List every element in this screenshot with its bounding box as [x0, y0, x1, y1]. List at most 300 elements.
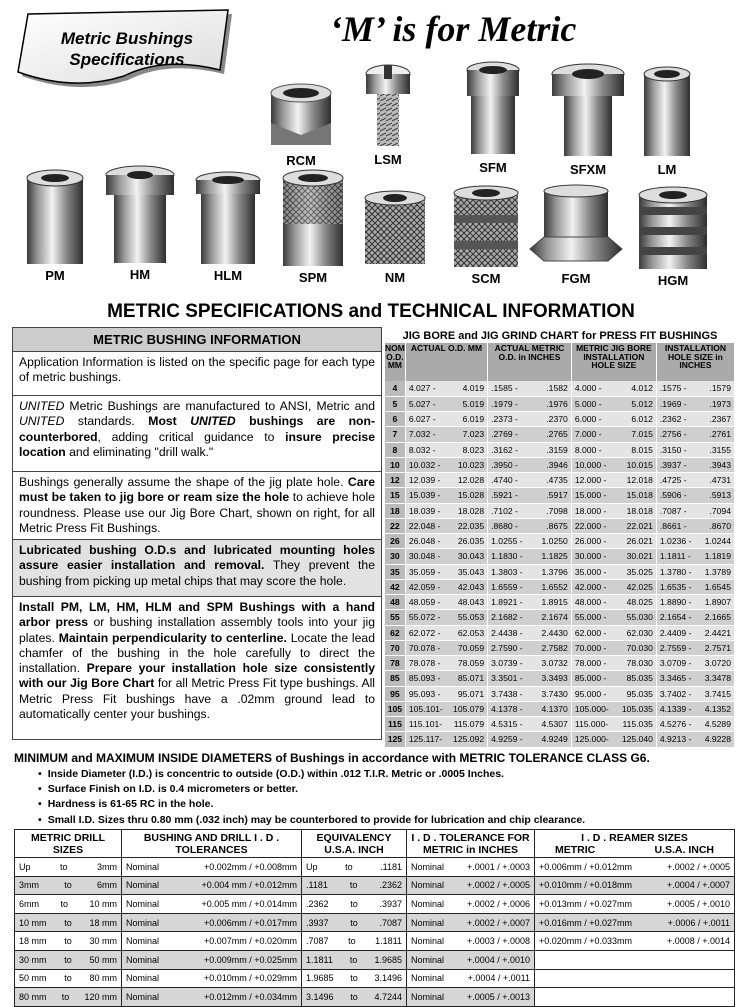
jig-row: [385, 579, 735, 594]
install-hole-cell: [571, 671, 656, 686]
actual-od-cell: [405, 442, 487, 457]
range-high: 4.9249: [541, 734, 568, 745]
range-low: 1.8921 -: [491, 597, 523, 608]
jig-row: [385, 396, 735, 411]
range-low: .1979 -: [491, 398, 518, 409]
id-tolerance-cell: Nominal +.0004 / +.0010: [407, 950, 535, 969]
range-high: .3159: [546, 444, 568, 455]
range-high: 42.043: [457, 581, 485, 592]
range-high: 7.023: [462, 429, 485, 440]
range-low: 4.1378 -: [491, 703, 523, 714]
install-hole-cell: [571, 686, 656, 701]
range-high: .1973: [709, 398, 731, 409]
actual-od-cell: [405, 381, 487, 396]
range-high: 70.059: [457, 642, 485, 653]
range-high: 115.079: [453, 719, 485, 730]
nom-od-cell: 8: [385, 442, 405, 457]
info-paragraph-application: Application Information is listed on the specific page for each type of metric bushings.: [13, 352, 381, 396]
range-high: 70.030: [626, 642, 653, 653]
install-hole-cell: [571, 549, 656, 564]
nom-od-cell: 5: [385, 396, 405, 411]
range-low: 95.000 -: [574, 688, 607, 699]
metric-od-inch-cell: [488, 686, 572, 701]
id-tolerance-cell: Nominal +.0002 / +.0005: [407, 876, 535, 895]
range-low: 8.032 -: [408, 444, 436, 455]
bushing-tolerance-cell: Nominal +0.012mm / +0.034mm: [122, 988, 302, 1007]
jig-row: [385, 717, 735, 732]
range-high: 48.025: [626, 597, 653, 608]
range-low: 3.0709 -: [659, 658, 692, 669]
nom-od-cell: 7: [385, 427, 405, 442]
banner-line-2: Specifications: [69, 50, 185, 69]
metric-od-inch-cell: [488, 625, 572, 640]
sfxm-bushing-icon: [549, 62, 627, 160]
range-high: .3946: [546, 459, 568, 470]
range-low: .8661 -: [659, 520, 687, 531]
range-high: .4731: [709, 475, 731, 486]
range-low: 62.000 -: [574, 627, 607, 638]
bushing-tolerance-cell: Nominal +0.010mm / +0.029mm: [122, 969, 302, 988]
range-low: 70.000 -: [574, 642, 607, 653]
range-high: 6.019: [462, 414, 485, 425]
jig-row: [385, 686, 735, 701]
range-low: 35.000 -: [574, 566, 607, 577]
install-hole-cell: [571, 396, 656, 411]
product-scm: [446, 185, 526, 286]
hole-inch-cell: [656, 686, 734, 701]
hole-inch-cell: [656, 488, 734, 503]
range-low: 2.7559 -: [659, 642, 692, 653]
hole-inch-cell: [656, 732, 734, 747]
range-high: 1.8907: [704, 597, 731, 608]
range-high: 2.7582: [541, 642, 568, 653]
page-title: ‘M’ is for Metric: [330, 9, 577, 49]
product-label-hlm: HLM: [213, 268, 243, 283]
hole-inch-cell: [656, 610, 734, 625]
range-low: 1.3803 -: [491, 566, 523, 577]
range-high: 4.1370: [541, 703, 568, 714]
bushing-tolerance-cell: Nominal +0.004 mm / +0.012mm: [122, 876, 302, 895]
jig-row: [385, 518, 735, 533]
range-low: 55.072 -: [408, 612, 441, 623]
range-high: 12.028: [457, 475, 485, 486]
range-low: 1.6535 -: [659, 581, 692, 592]
range-low: 8.000 -: [574, 444, 602, 455]
hlm-bushing-icon: [193, 170, 263, 266]
reamer-size-cell: +0.013mm / +0.027mm +.0005 / +.0010: [535, 895, 735, 914]
range-low: 2.7590 -: [491, 642, 523, 653]
drill-size-cell: 50 mm to 80 mm: [15, 969, 122, 988]
metric-od-inch-cell: [488, 534, 572, 549]
range-high: 10.015: [626, 459, 653, 470]
hole-inch-cell: [656, 412, 734, 427]
range-high: 1.6545: [704, 581, 731, 592]
metric-od-inch-cell: [488, 518, 572, 533]
jig-row: [385, 488, 735, 503]
range-low: 4.5315 -: [491, 719, 523, 730]
install-hole-cell: [571, 732, 656, 747]
hole-inch-cell: [656, 579, 734, 594]
product-hlm: [193, 170, 263, 283]
range-low: .3937 -: [659, 459, 687, 470]
hole-inch-cell: [656, 564, 734, 579]
range-high: 1.0244: [704, 536, 731, 547]
metric-od-inch-cell: [488, 427, 572, 442]
range-high: .2761: [709, 429, 731, 440]
drill-size-cell: 80 mm to 120 mm: [15, 988, 122, 1007]
fgm-bushing-icon: [526, 185, 626, 269]
range-high: .3943: [709, 459, 731, 470]
reamer-size-cell: [535, 988, 735, 1007]
range-high: 4.5289: [704, 719, 731, 730]
range-high: .3155: [709, 444, 731, 455]
range-high: 78.059: [457, 658, 485, 669]
range-high: .2370: [546, 414, 568, 425]
range-low: 4.027 -: [408, 383, 436, 394]
range-low: 2.1654 -: [659, 612, 692, 623]
range-low: 35.059 -: [408, 566, 441, 577]
metric-od-inch-cell: [488, 396, 572, 411]
range-low: 5.027 -: [408, 398, 436, 409]
range-low: 78.078 -: [408, 658, 441, 669]
hole-inch-cell: [656, 457, 734, 472]
range-low: 2.4409 -: [659, 627, 692, 638]
range-low: 1.0236 -: [659, 536, 692, 547]
actual-od-cell: [405, 396, 487, 411]
range-low: .7087 -: [659, 505, 687, 516]
jig-row: [385, 549, 735, 564]
nm-bushing-icon: [360, 190, 430, 268]
tolerance-row: [15, 950, 735, 969]
jig-row: [385, 732, 735, 747]
range-low: .5921 -: [491, 490, 518, 501]
range-low: .3950 -: [491, 459, 518, 470]
id-tolerance-cell: Nominal +.0001 / +.0003: [407, 858, 535, 877]
install-hole-cell: [571, 427, 656, 442]
nom-od-cell: 18: [385, 503, 405, 518]
range-high: 55.053: [457, 612, 485, 623]
range-high: 35.025: [626, 566, 653, 577]
col-nom-od: NOM O.D. MM: [385, 343, 405, 381]
hole-inch-cell: [656, 427, 734, 442]
equivalency-cell: 1.9685 to 3.1496: [302, 969, 407, 988]
info-paragraph-installation: Install PM, LM, HM, HLM and SPM Bushings with a hand arbor press or bushing installation assembly tools into your jig plates. Maintain perpendicularity to centerline. Locate the lead chamfer of the bushing in the hole carefully to direct the installation. Prepare your installation hole size consistently with our Jig Bore Chart for all Metric Press Fit type bushings. All Metric Press Fit bushings have a .02mm ground lead to automatically center your bushings.: [19, 600, 376, 722]
range-low: 22.000 -: [574, 520, 607, 531]
product-label-hm: HM: [129, 267, 151, 282]
range-high: 125.092: [453, 734, 485, 745]
tolerance-class-heading: MINIMUM and MAXIMUM INSIDE DIAMETERS of Bushings in accordance with METRIC TOLERANCE CLASS G6.: [14, 751, 650, 765]
reamer-size-cell: +0.016mm / +0.027mm +.0006 / +.0011: [535, 913, 735, 932]
product-label-lm: LM: [657, 162, 677, 177]
range-high: 10.023: [457, 459, 485, 470]
range-low: 4.000 -: [574, 383, 602, 394]
actual-od-cell: [405, 457, 487, 472]
range-high: 1.8915: [541, 597, 568, 608]
range-high: 85.035: [626, 673, 653, 684]
range-high: 1.3796: [541, 566, 568, 577]
equivalency-cell: Up to .1181: [302, 858, 407, 877]
info-paragraph-standards: UNITED Metric Bushings are manufactured to ANSI, Metric and UNITED standards. Most UNITED bushings are non-counterbored, adding critical guidance to insure precise location and eliminating "drill walk.": [13, 396, 381, 472]
col-reamer-sizes: I . D . REAMER SIZES METRIC U.S.A. INCH: [535, 830, 735, 858]
range-high: 2.4430: [541, 627, 568, 638]
range-high: 12.018: [626, 475, 653, 486]
jig-row: [385, 595, 735, 610]
range-low: 12.000 -: [574, 475, 607, 486]
hole-inch-cell: [656, 671, 734, 686]
range-low: 7.000 -: [574, 429, 602, 440]
range-low: 6.000 -: [574, 414, 602, 425]
product-sfm: [453, 58, 533, 175]
range-high: 3.7430: [541, 688, 568, 699]
nom-od-cell: 78: [385, 656, 405, 671]
range-high: 15.028: [457, 490, 485, 501]
range-low: 55.000 -: [574, 612, 607, 623]
range-high: 3.3493: [541, 673, 568, 684]
note-item: • Inside Diameter (I.D.) is concentric to outside (O.D.) within .012 T.I.R. Metric or .0005 Inches.: [50, 767, 585, 782]
range-high: 2.7571: [704, 642, 731, 653]
range-low: 7.032 -: [408, 429, 436, 440]
range-low: 62.072 -: [408, 627, 441, 638]
lsm-screw-icon: [362, 62, 414, 150]
jig-row: [385, 473, 735, 488]
reamer-metric-subhead: METRIC: [555, 843, 596, 856]
id-tolerance-cell: Nominal +.0005 / +.0013: [407, 988, 535, 1007]
range-low: 1.6559 -: [491, 581, 523, 592]
install-hole-cell: [571, 518, 656, 533]
scm-bushing-icon: [446, 185, 526, 269]
col-drill-sizes: METRIC DRILL SIZES: [15, 830, 122, 858]
reamer-size-cell: +0.006mm / +0.012mm +.0002 / +.0005: [535, 858, 735, 877]
spm-bushing-icon: [278, 170, 348, 268]
metric-od-inch-cell: [488, 412, 572, 427]
range-low: .8680 -: [491, 520, 518, 531]
range-high: 30.043: [457, 551, 485, 562]
col-bushing-tolerances: BUSHING AND DRILL I . D . TOLERANCES: [122, 830, 302, 858]
range-high: 1.1825: [541, 551, 568, 562]
range-low: 95.093 -: [408, 688, 441, 699]
metric-od-inch-cell: [488, 473, 572, 488]
product-label-scm: SCM: [471, 271, 501, 286]
product-fgm: [526, 185, 626, 286]
product-label-fgm: FGM: [561, 271, 591, 286]
nom-od-cell: 48: [385, 595, 405, 610]
jig-row: [385, 656, 735, 671]
tolerance-row: [15, 913, 735, 932]
jig-row: [385, 701, 735, 716]
metric-od-inch-cell: [488, 640, 572, 655]
product-label-hgm: HGM: [657, 273, 689, 288]
jig-row: [385, 427, 735, 442]
range-low: .2373 -: [491, 414, 518, 425]
actual-od-cell: [405, 717, 487, 732]
pm-bushing-icon: [23, 170, 87, 266]
reamer-size-cell: [535, 969, 735, 988]
nom-od-cell: 115: [385, 717, 405, 732]
hole-inch-cell: [656, 717, 734, 732]
range-high: 8.023: [462, 444, 485, 455]
range-high: 115.035: [622, 719, 653, 730]
product-label-pm: PM: [45, 268, 65, 283]
range-low: 3.7438 -: [491, 688, 523, 699]
banner-line-1: Metric Bushings: [60, 29, 194, 48]
equivalency-cell: .7087 to 1.1811: [302, 932, 407, 951]
hole-inch-cell: [656, 396, 734, 411]
product-label-spm: SPM: [298, 270, 328, 285]
bushing-tolerance-cell: Nominal +0.002mm / +0.008mm: [122, 858, 302, 877]
jig-row: [385, 412, 735, 427]
range-high: 2.1674: [541, 612, 568, 623]
range-high: 18.018: [626, 505, 653, 516]
drill-size-cell: 6mm to 10 mm: [15, 895, 122, 914]
range-high: 30.021: [626, 551, 653, 562]
hole-inch-cell: [656, 381, 734, 396]
range-low: 10.032 -: [408, 459, 441, 470]
range-high: .2765: [546, 429, 568, 440]
range-low: 115.000-: [574, 719, 609, 730]
range-low: 12.039 -: [408, 475, 441, 486]
actual-od-cell: [405, 656, 487, 671]
range-high: 26.021: [626, 536, 653, 547]
tolerance-row: [15, 932, 735, 951]
actual-od-cell: [405, 534, 487, 549]
hole-inch-cell: [656, 640, 734, 655]
nom-od-cell: 70: [385, 640, 405, 655]
product-label-sfm: SFM: [479, 160, 507, 175]
install-hole-cell: [571, 457, 656, 472]
range-high: 6.012: [631, 414, 653, 425]
metric-od-inch-cell: [488, 717, 572, 732]
col-install-hole-size: METRIC JIG BORE INSTALLATION HOLE SIZE: [571, 343, 656, 381]
metric-bushing-info: [12, 327, 382, 740]
tolerance-table: [14, 829, 735, 1007]
range-low: .1575 -: [659, 383, 687, 394]
install-hole-cell: [571, 473, 656, 488]
range-low: 115.101-: [408, 719, 443, 730]
tolerance-row: [15, 988, 735, 1007]
hm-bushing-icon: [104, 165, 176, 265]
tolerance-row: [15, 858, 735, 877]
range-high: 78.030: [626, 658, 653, 669]
metric-od-inch-cell: [488, 579, 572, 594]
range-high: 2.4421: [704, 627, 731, 638]
range-low: 42.059 -: [408, 581, 441, 592]
range-high: 1.1819: [704, 551, 731, 562]
product-sfxm: [548, 62, 628, 177]
range-high: 62.030: [626, 627, 653, 638]
range-high: 22.035: [457, 520, 485, 531]
install-hole-cell: [571, 595, 656, 610]
nom-od-cell: 6: [385, 412, 405, 427]
install-hole-cell: [571, 656, 656, 671]
metric-od-inch-cell: [488, 442, 572, 457]
jig-row: [385, 671, 735, 686]
nom-od-cell: 95: [385, 686, 405, 701]
range-low: 10.000 -: [574, 459, 607, 470]
jig-row: [385, 381, 735, 396]
range-high: 3.7415: [704, 688, 731, 699]
range-low: 85.000 -: [574, 673, 607, 684]
hole-inch-cell: [656, 518, 734, 533]
reamer-size-cell: +0.010mm / +0.018mm +.0004 / +.0007: [535, 876, 735, 895]
product-label-lsm: LSM: [374, 152, 402, 167]
info-heading: METRIC BUSHING INFORMATION: [13, 328, 381, 352]
actual-od-cell: [405, 625, 487, 640]
range-high: 3.0732: [541, 658, 568, 669]
jig-row: [385, 610, 735, 625]
range-high: .1582: [546, 383, 568, 394]
nom-od-cell: 4: [385, 381, 405, 396]
range-high: 55.030: [626, 612, 653, 623]
id-tolerance-cell: Nominal +.0002 / +.0007: [407, 913, 535, 932]
actual-od-cell: [405, 412, 487, 427]
equivalency-cell: .1181 to .2362: [302, 876, 407, 895]
actual-od-cell: [405, 640, 487, 655]
drill-size-cell: 30 mm to 50 mm: [15, 950, 122, 969]
metric-od-inch-cell: [488, 732, 572, 747]
metric-od-inch-cell: [488, 610, 572, 625]
install-hole-cell: [571, 579, 656, 594]
range-high: 3.0720: [704, 658, 731, 669]
range-high: .1579: [709, 383, 731, 394]
actual-od-cell: [405, 488, 487, 503]
tolerance-notes: [47, 767, 586, 828]
jig-row: [385, 564, 735, 579]
nom-od-cell: 55: [385, 610, 405, 625]
hole-inch-cell: [656, 549, 734, 564]
metric-od-inch-cell: [488, 549, 572, 564]
range-low: 15.000 -: [574, 490, 607, 501]
actual-od-cell: [405, 564, 487, 579]
metric-od-inch-cell: [488, 488, 572, 503]
install-hole-cell: [571, 625, 656, 640]
actual-od-cell: [405, 701, 487, 716]
metric-od-inch-cell: [488, 457, 572, 472]
install-hole-cell: [571, 701, 656, 716]
range-high: 1.0250: [541, 536, 568, 547]
metric-od-inch-cell: [488, 503, 572, 518]
install-hole-cell: [571, 640, 656, 655]
range-low: .4740 -: [491, 475, 518, 486]
range-low: .2769 -: [491, 429, 518, 440]
range-high: 4.5307: [541, 719, 568, 730]
col-hole-size-inches: INSTALLATION HOLE SIZE in INCHES: [656, 343, 734, 381]
actual-od-cell: [405, 671, 487, 686]
range-low: 125.117-: [408, 734, 443, 745]
nom-od-cell: 30: [385, 549, 405, 564]
note-item: • Small I.D. Sizes thru 0.80 mm (.032 inch) may be counterbored to provide for lubrication and chip clearance.: [50, 813, 585, 828]
actual-od-cell: [405, 732, 487, 747]
nom-od-cell: 105: [385, 701, 405, 716]
range-low: 1.3780 -: [659, 566, 692, 577]
install-hole-cell: [571, 488, 656, 503]
range-high: 35.043: [457, 566, 485, 577]
tolerance-row: [15, 876, 735, 895]
hole-inch-cell: [656, 534, 734, 549]
range-low: .1585 -: [491, 383, 518, 394]
actual-od-cell: [405, 579, 487, 594]
nom-od-cell: 42: [385, 579, 405, 594]
nom-od-cell: 26: [385, 534, 405, 549]
sfm-bushing-icon: [454, 58, 532, 158]
actual-od-cell: [405, 549, 487, 564]
hole-inch-cell: [656, 625, 734, 640]
jig-bore-table: [385, 343, 735, 748]
range-high: .2367: [709, 414, 731, 425]
jig-row: [385, 640, 735, 655]
range-low: 3.7402 -: [659, 688, 692, 699]
range-high: 22.021: [626, 520, 653, 531]
id-tolerance-cell: Nominal +.0004 / +.0011: [407, 969, 535, 988]
